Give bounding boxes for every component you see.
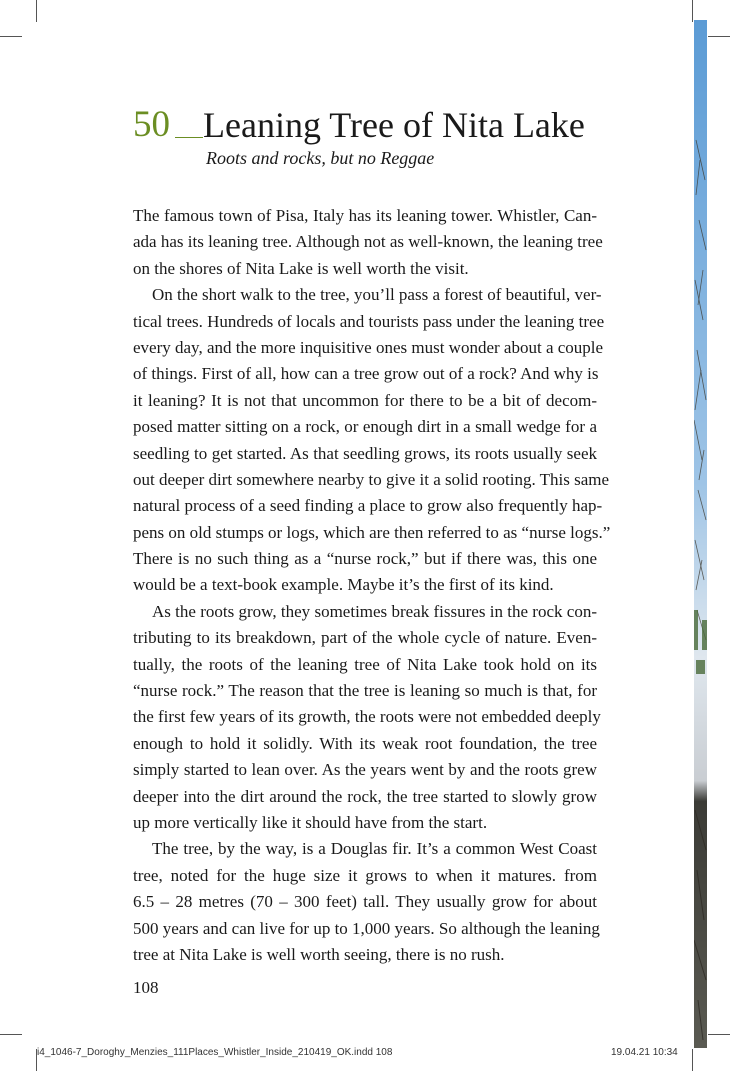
text-line: tually, the roots of the leaning tree of Nita Lake took hold on its	[133, 654, 597, 674]
text-line: on the shores of Nita Lake is well worth the visit.	[133, 258, 469, 278]
text-line: every day, and the more inquisitive ones must wonder about a couple	[133, 337, 604, 357]
text-line: 500 years and can live for up to 1,000 years. So although the leaning	[133, 918, 600, 938]
crop-mark-top-left	[36, 0, 37, 22]
crop-mark-left-bottom	[0, 1034, 22, 1035]
text-line: would be a text-book example. Maybe it’s the first of its kind.	[133, 575, 554, 595]
text-line: natural process of a seed finding a place to grow also frequently hap-	[133, 496, 603, 516]
chapter-number: 50	[133, 104, 170, 145]
text-line: The tree, by the way, is a Douglas fir. It’s a common West Coast	[152, 839, 597, 859]
text-line: of things. First of all, how can a tree grow out of a rock? And why is	[133, 364, 599, 384]
text-line: tical trees. Hundreds of locals and tourists pass under the leaning tree	[133, 311, 605, 331]
crop-mark-left-top	[0, 36, 22, 37]
text-line: enough to hold it solidly. With its weak root foundation, the tree	[133, 733, 597, 753]
text-line: the first few years of its growth, the roots were not embedded deeply	[133, 707, 601, 727]
text-line: As the roots grow, they sometimes break fissures in the rock con-	[152, 601, 597, 621]
text-line: it leaning? It is not that uncommon for there to be a bit of decom-	[133, 390, 597, 410]
chapter-title: Leaning Tree of Nita Lake	[203, 105, 585, 145]
text-line: up more vertically like it should have from the start.	[133, 812, 488, 832]
article-body	[133, 203, 611, 968]
text-line: posed matter sitting on a rock, or enough dirt in a small wedge for a	[133, 417, 597, 437]
text-line: simply started to lean over. As the years went by and the roots grew	[133, 760, 597, 780]
text-line: ada has its leaning tree. Although not as well-known, the leaning tree	[133, 232, 603, 252]
text-line: out deeper dirt somewhere nearby to give it a solid rooting. This same	[133, 469, 610, 489]
text-line: tree, noted for the huge size it grows to when it matures. from	[133, 865, 597, 885]
text-line: There is no such thing as a “nurse rock,” but if there was, this one	[133, 549, 597, 569]
print-slug-filename: i4_1046-7_Doroghy_Menzies_111Places_Whistler_Inside_210419_OK.indd 108	[37, 1047, 393, 1058]
text-line: The famous town of Pisa, Italy has its leaning tower. Whistler, Can-	[133, 206, 597, 225]
text-line: 6.5 – 28 metres (70 – 300 feet) tall. They usually grow for about	[133, 892, 597, 912]
crop-mark-bottom-right	[692, 1049, 693, 1071]
page-number: 108	[133, 978, 159, 997]
text-line: deeper into the dirt around the rock, the tree started to slowly grow	[133, 786, 597, 806]
text-line: tree at Nita Lake is well worth seeing, there is no rush.	[133, 944, 505, 964]
text-line: “nurse rock.” The reason that the tree is leaning so much is that, for	[133, 681, 597, 701]
text-line: On the short walk to the tree, you’ll pass a forest of beautiful, ver-	[152, 285, 602, 305]
text-line: tributing to its breakdown, part of the whole cycle of nature. Even-	[133, 628, 597, 648]
crop-mark-right-bottom	[708, 1034, 730, 1035]
text-line: pens on old stumps or logs, which are then referred to as “nurse logs.”	[133, 522, 611, 542]
crop-mark-right-top	[708, 36, 730, 37]
photo-bleed-strip	[694, 20, 707, 1048]
print-slug-timestamp: 19.04.21 10:34	[611, 1047, 678, 1058]
chapter-subtitle: Roots and rocks, but no Reggae	[206, 148, 435, 168]
text-line: seedling to get started. As that seedling grows, its roots usually seek	[133, 443, 597, 463]
crop-mark-top-right	[692, 0, 693, 22]
chapter-rule-divider	[175, 137, 203, 138]
